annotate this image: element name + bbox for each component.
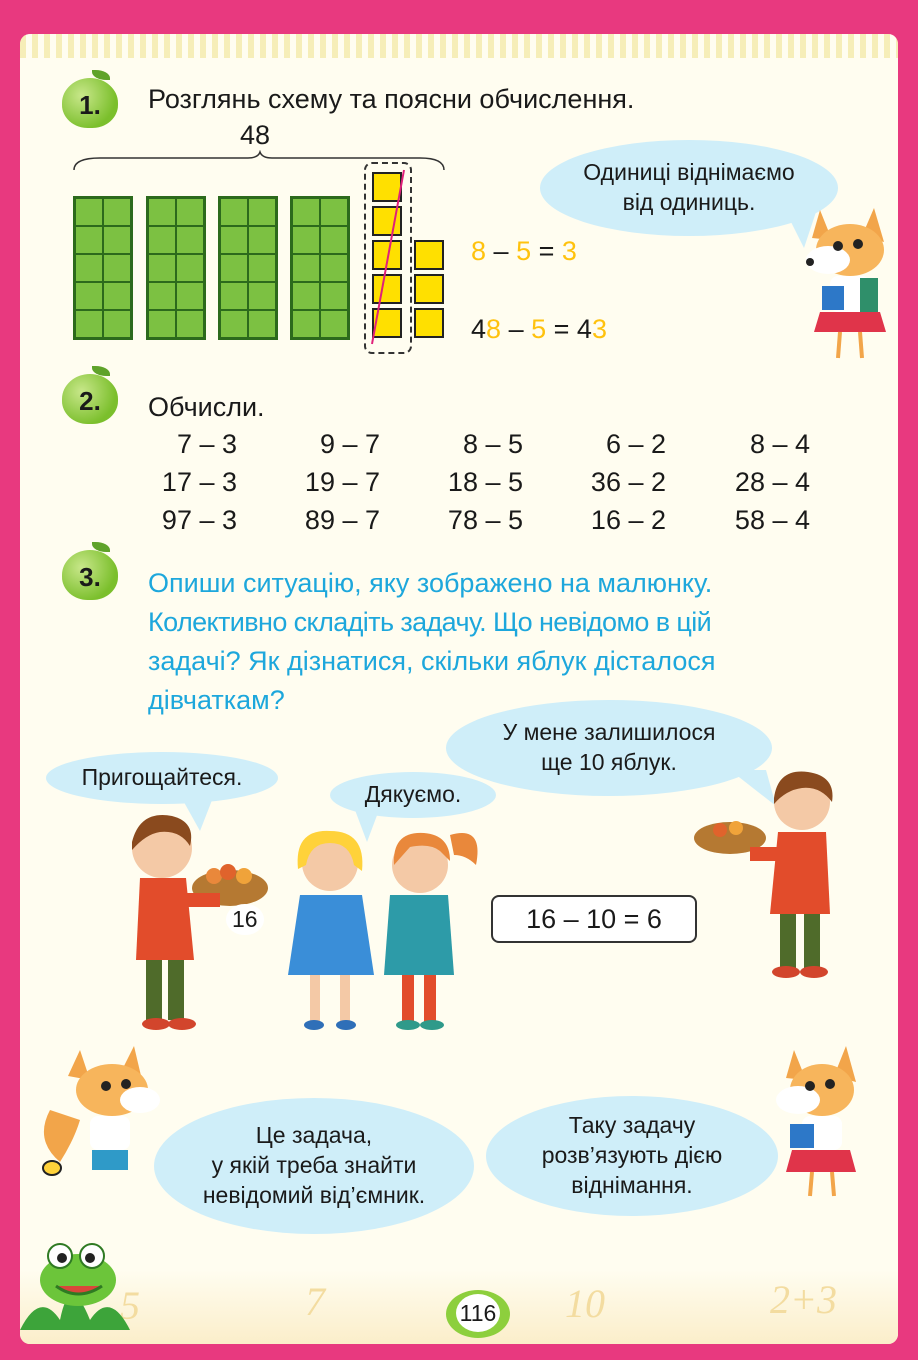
task3-text-line: Колективно складіть задачу. Що невідомо в цій bbox=[148, 607, 712, 637]
expression: 28 – 4 bbox=[734, 467, 810, 497]
fox-character-illustration bbox=[800, 200, 900, 360]
boy-right-illustration bbox=[690, 768, 860, 983]
boy-with-basket-illustration bbox=[110, 810, 290, 1040]
boy-right-speech-bubble: У мене залишилося ще 10 яблук. bbox=[446, 700, 772, 796]
fox-speech-bubble-units: Одиниці віднімаємо від одиниць. bbox=[540, 140, 838, 236]
fox-left-speech-bubble: Це задача, у якій треба знайти невідомий від’ємник. bbox=[154, 1098, 474, 1234]
page-number: 116 bbox=[456, 1294, 500, 1332]
fox-with-bee-illustration bbox=[30, 1040, 170, 1180]
expression: 18 – 5 bbox=[447, 467, 523, 497]
expression: 78 – 5 bbox=[447, 505, 523, 535]
expression: 17 – 3 bbox=[161, 467, 237, 497]
unit-cube bbox=[414, 240, 444, 270]
expression: 16 – 2 bbox=[590, 505, 666, 535]
task3-text-line: задачі? Як дізнатися, скільки яблук дісталося bbox=[148, 646, 716, 676]
task1-title: Розглянь схему та поясни обчислення. bbox=[148, 84, 635, 114]
expression: 36 – 2 bbox=[590, 467, 666, 497]
expression: 89 – 7 bbox=[304, 505, 380, 535]
expression: 9 – 7 bbox=[319, 429, 380, 459]
expression: 8 – 4 bbox=[749, 429, 810, 459]
tens-block bbox=[290, 196, 350, 340]
fox-character-illustration bbox=[770, 1040, 870, 1200]
strike-line bbox=[364, 162, 410, 352]
expression: 8 – 5 bbox=[462, 429, 523, 459]
task3-text-line: Опиши ситуацію, яку зображено на малюнку. bbox=[148, 568, 713, 598]
equation-full: 48 – 5 = 43 bbox=[471, 314, 607, 344]
apple-number-badge-2 bbox=[62, 366, 118, 422]
tens-block bbox=[73, 196, 133, 340]
tens-block bbox=[146, 196, 206, 340]
decor-digit: 5 bbox=[120, 1283, 140, 1328]
girls-illustration bbox=[270, 825, 490, 1040]
apple-number-badge-3 bbox=[62, 542, 118, 598]
frog-illustration bbox=[20, 1230, 130, 1330]
unit-cube bbox=[414, 274, 444, 304]
girls-speech-bubble: Дякуємо. bbox=[330, 772, 496, 818]
decor-digit: 10 bbox=[565, 1281, 605, 1326]
task-number: 1. bbox=[79, 90, 101, 120]
expression: 7 – 3 bbox=[176, 429, 237, 459]
tens-block bbox=[218, 196, 278, 340]
expression: 19 – 7 bbox=[304, 467, 380, 497]
boy-speech-bubble: Пригощайтеся. bbox=[46, 752, 278, 804]
task-number: 3. bbox=[79, 562, 101, 592]
equation-box: 16 – 10 = 6 bbox=[491, 895, 697, 943]
expression: 6 – 2 bbox=[605, 429, 666, 459]
fox-right-speech-bubble: Таку задачу розв’язують дією віднімання. bbox=[486, 1096, 778, 1216]
task3-text-line: дівчаткам? bbox=[148, 685, 285, 715]
decor-digit: 2+3 bbox=[770, 1277, 837, 1322]
expression: 97 – 3 bbox=[161, 505, 237, 535]
unit-cube bbox=[414, 308, 444, 338]
task-number: 2. bbox=[79, 386, 101, 416]
task2-title: Обчисли. bbox=[148, 392, 265, 422]
expression: 58 – 4 bbox=[734, 505, 810, 535]
basket-apple-count: 16 bbox=[226, 904, 264, 935]
equation-units: 8 – 5 = 3 bbox=[471, 236, 577, 266]
brace-label: 48 bbox=[240, 120, 271, 150]
top-dotted-border bbox=[20, 34, 898, 58]
apple-number-badge-1 bbox=[62, 70, 118, 126]
decor-digit: 7 bbox=[305, 1279, 325, 1324]
